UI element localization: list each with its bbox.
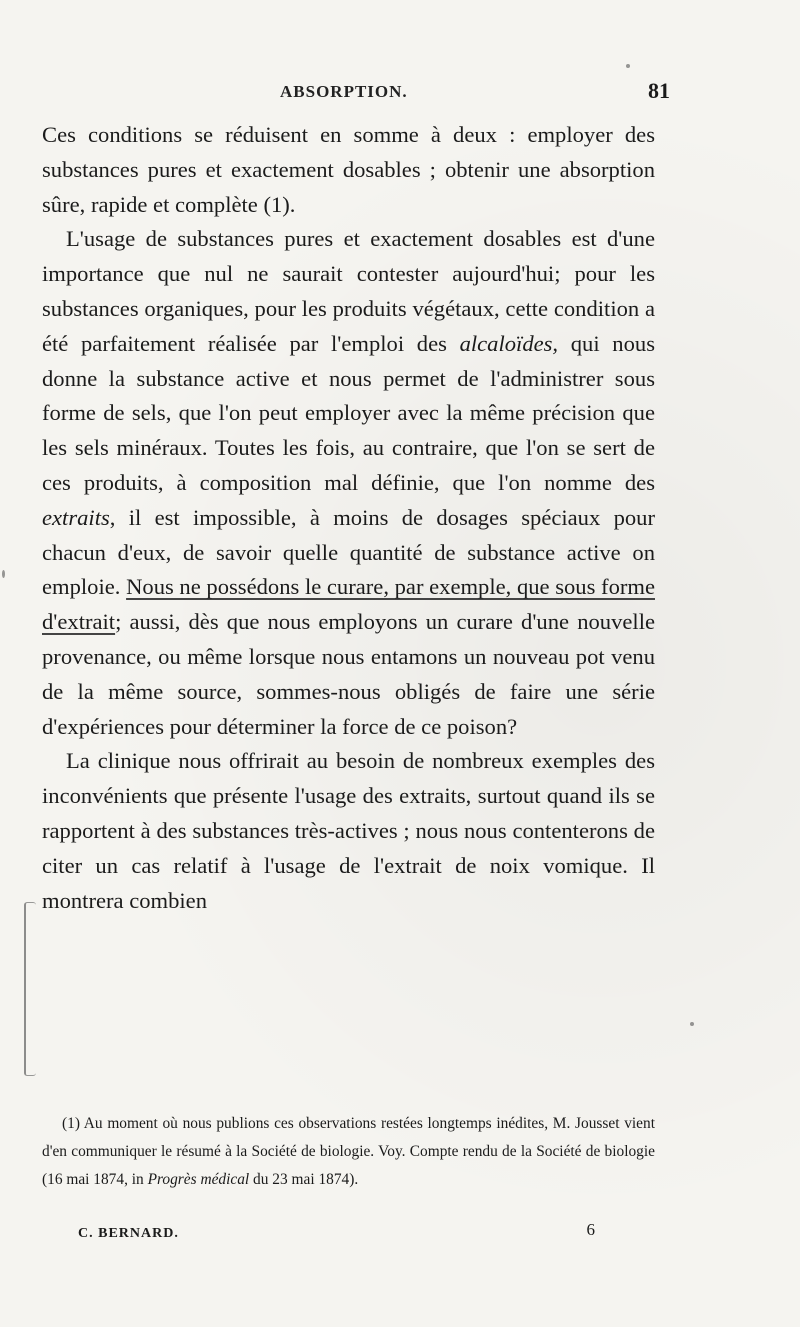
signature-sheet-mark: 6 [586,1220,595,1239]
signature-author: C. BERNARD. [78,1226,179,1241]
term-alcaloides: alcaloïdes, [459,330,559,356]
footnote-text-a: (1) Au moment où nous publions ces observations restées longtemps inédites, M. Jousset vient d'en communiquer le résumé à la Société de biologie. Voy. Compte rendu de la Société de biologie (16 mai 1874, in [42,1115,655,1188]
paragraph-2-text-c: , il est impossible, à moins de dosages spéciaux pour chacun d'eux, de savoir quelle quantité de substance active on emploie. [42,504,655,600]
paragraph-2-text-b: qui nous donne la substance active et nous permet de l'administrer sous forme de sels, que l'on peut employer avec la même précision que les sels minéraux. Toutes les fois, au contraire, que l'on se sert de ces produits, à composition mal définie, que l'on nomme des [42,330,655,495]
paper-speck [626,64,630,68]
body-text [42,118,655,918]
paragraph-2-text-d: ; aussi, dès que nous employons un curare d'une nouvelle provenance, ou même lorsque nous entamons un nouveau pot venu de la même source, sommes-nous obligés de faire une série d'expériences pour déterminer la force de ce poison? [42,609,655,739]
paragraph-3: La clinique nous offrirait au besoin de nombreux exemples des inconvénients que présente l'usage des extraits, surtout quand ils se rapportent à des substances très-actives ; nous nous contenterons de citer un cas relatif à l'usage de l'extrait de noix vomique. Il montrera combien [42,748,655,913]
paragraph-1: Ces conditions se réduisent en somme à deux : employer des substances pures et exactement dosables ; obtenir une absorption sûre, rapide et complète (1). [42,122,655,217]
footnote [42,1110,655,1194]
page-number: 81 [648,78,670,103]
running-head [40,78,670,108]
paper-speck [690,1022,694,1026]
underlined-passage: Nous ne possédons le curare, par exemple, que sous forme d'extrait [42,574,655,635]
signature-line [40,1220,655,1250]
paragraph-2 [42,222,655,744]
margin-bracket-annotation [24,902,36,1076]
running-title: ABSORPTION. [280,82,408,101]
footnote-text-b: du 23 mai 1874). [249,1171,359,1188]
term-extraits: extraits [42,504,110,530]
paper-speck [2,570,5,578]
paragraph-2-text-a: L'usage de substances pures et exactement dosables est d'une importance que nul ne saurait contester aujourd'hui; pour les substances organiques, pour les produits végétaux, cette condition a été parfaitement réalisée par l'emploi des [42,226,655,356]
footnote-journal-title: Progrès médical [147,1171,250,1188]
footnote-text [42,1110,655,1194]
